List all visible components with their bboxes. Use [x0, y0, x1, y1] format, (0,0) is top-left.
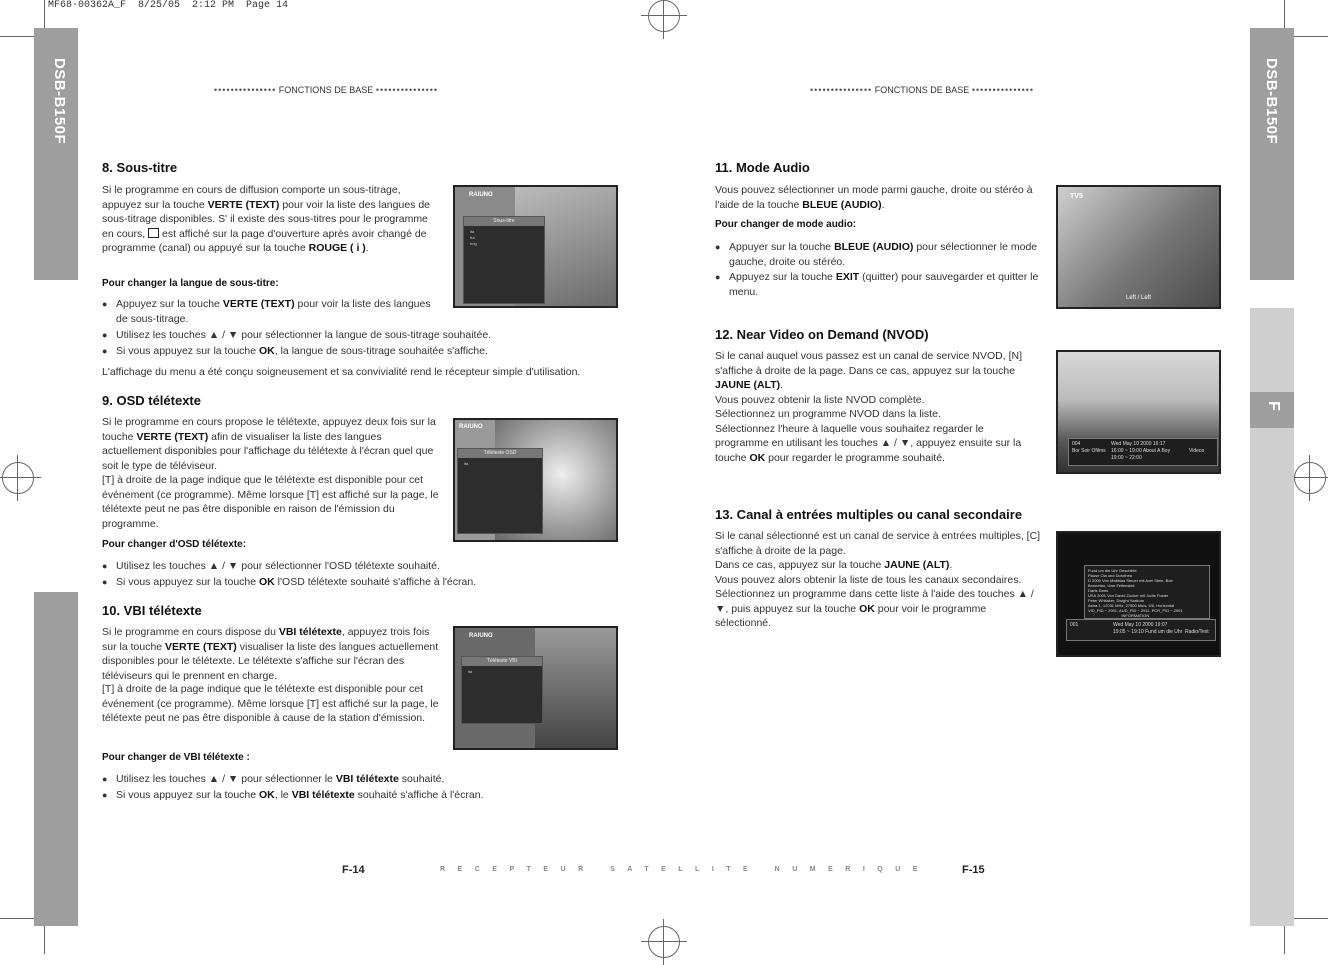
page-number-right: F-15 [962, 864, 985, 876]
osd-teletext-menu: Télétexte OSD ita [457, 448, 543, 534]
page-number-left: F-14 [342, 864, 365, 876]
model-label-left: DSB-B150F [51, 58, 68, 145]
subchannel-list: Fund um die Uhr Geschikte Pause Ola und Dorothea D 2000 Von Matthias Steuer mit Axel Stein, Bob Bonnefau, Uwe Fellensiek Darts Darts USA 2001 Von David Zucker mit Jodie Foster Peter Whitaker, Dwight Yoakum Astra 1, 12031 MHz, 27500 Ms/s, 5/6, Horizontal VID_PID ~ 2901, AUD_PID ~ 2911, PCR_PID ~ 2901 INFORMATION [1084, 565, 1210, 619]
crop-mark [0, 918, 36, 919]
section-tab-letter: F [1265, 401, 1282, 411]
osd-note: [T] à droite de la page indique que le télétexte est disponible pour cet événement (ce programme). Même lorsque [T] est affiché sur la page, le télétexte peut ne pas être disponible en raison de l'émission du programme. [102, 474, 439, 530]
page-header-left: ••••••••••••••• FONCTIONS DE BASE ••••••••••••••• [214, 85, 439, 95]
menu-note: L'affichage du menu a été conçu soigneusement et sa convivialité rend le récepteur simple d'utilisation. [102, 366, 581, 378]
bullet-item: ● Si vous appuyez sur la touche OK, la langue de sous-titrage souhaitée s'affiche. [102, 344, 656, 359]
registration-mark [2, 462, 34, 494]
tv-picture [535, 628, 616, 748]
bullet-item: ● Utilisez les touches ▲ / ▼ pour sélectionner le VBI télétexte souhaité. [102, 772, 656, 787]
osd-intro: Si le programme en cours propose le télétexte, appuyez deux fois sur la touche VERTE (TEXT) afin de visualiser la liste des langues actuellement disponibles pour l'affichage du télétexte à l'écran quel que soit le type de téléviseur. [102, 416, 436, 472]
audio-intro: Vous pouvez sélectionner un mode parmi gauche, droite ou stéréo à l'aide de la touche BLEUE (AUDIO). [715, 184, 1033, 211]
screenshot-osd-teletext [453, 418, 618, 542]
multifeed-intro: Si le canal sélectionné est un canal de service à entrées multiples, [C] s'affiche à droite de la page. Dans ce cas, appuyez sur la touche JAUNE (ALT). Vous pouvez alors obtenir la liste de tous les canaux secondaires. Sélectionnez un programme dans cette liste à l'aide des touches ▲ / ▼, puis appuyez sur la touche OK pour voir le programme sélectionné. [715, 530, 1041, 629]
model-label-right: DSB-B150F [1263, 58, 1280, 145]
subheading: Pour changer de VBI télétexte : [102, 752, 250, 763]
section-title-vbi-teletext: 10. VBI télétexte [102, 603, 202, 618]
subheading: Pour changer d'OSD télétexte: [102, 539, 247, 550]
screenshot-multifeed [1056, 531, 1221, 657]
section-title-multifeed: 13. Canal à entrées multiples ou canal secondaire [715, 507, 1023, 522]
nvod-intro: Si le canal auquel vous passez est un canal de service NVOD, [N] s'affiche à droite de la page. Dans ce cas, appuyez sur la touche JAUNE (ALT). Vous pouvez obtenir la liste NVOD complète. Sélectionnez un programme NVOD dans la liste. Sélectionnez l'heure à laquelle vous souhaitez regarder le programme en utilisant les touches ▲ / ▼, appuyez ensuite sur la touche OK pour regarder le programme souhaité. [715, 350, 1022, 464]
subheading: Pour changer la langue de sous-titre: [102, 278, 279, 289]
bullet-item: ● Utilisez les touches ▲ / ▼ pour sélectionner l'OSD télétexte souhaité. [102, 559, 656, 574]
crop-mark [1292, 36, 1328, 37]
screenshot-subtitles [453, 185, 618, 308]
subtitle-menu: Sous-titre ita fra eng [463, 216, 545, 304]
registration-mark [648, 926, 680, 958]
channel-logo: TV5 [1070, 193, 1083, 200]
tv-picture [1058, 187, 1219, 307]
bullet-item: ● Appuyer sur la touche BLEUE (AUDIO) pour sélectionner le mode gauche, droite ou stéréo. [715, 240, 1049, 269]
bullet-item: ● Si vous appuyez sur la touche OK l'OSD télétexte souhaité s'affiche à l'écran. [102, 575, 656, 590]
audio-mode-caption: Left / Left [1125, 295, 1152, 301]
bullet-item: ● Appuyez sur la touche VERTE (TEXT) pour voir la liste des langues de sous-titrage. [102, 297, 436, 326]
header-title: FONCTIONS DE BASE [874, 85, 970, 95]
screenshot-audio-mode [1056, 185, 1221, 309]
screenshot-nvod [1056, 350, 1221, 474]
screenshot-vbi-teletext [453, 626, 618, 750]
channel-logo: RAIUNO [469, 633, 493, 639]
header-title: FONCTIONS DE BASE [278, 85, 374, 95]
section-title-subtitles: 8. Sous-titre [102, 160, 178, 175]
print-header: MF68-00362A_F 8/25/05 2:12 PM Page 14 [48, 0, 289, 11]
section-title-osd-teletext: 9. OSD télétexte [102, 393, 201, 408]
nvod-info-banner: 004 Bor Soir Ofilms Wed May 10 2000 16:17 16:00 ~ 19:00 About A Boy 19:00 ~ 22:00 Videos [1068, 438, 1218, 466]
subtitle-intro: Si le programme en cours de diffusion comporte un sous-titrage, appuyez sur la touche VERTE (TEXT) pour voir la liste des langues de sous-titrage disponibles. S' il existe des sous-titres pour le programme en cours, est affiché sur la page d'ouverture après avoir changé de programme (canal) ou appuyé sur la touche ROUGE ( i ). [102, 184, 431, 254]
subheading: Pour changer de mode audio: [715, 219, 857, 230]
crop-mark [1292, 918, 1328, 919]
section-title-nvod: 12. Near Video on Demand (NVOD) [715, 327, 929, 342]
channel-logo: RAIUNO [459, 424, 483, 430]
multifeed-info-banner: 001 Wed May 10 2000 19:07 19:05 ~ 19:10 Fund um die Uhr Radio/Text [1066, 619, 1216, 641]
vbi-intro: Si le programme en cours dispose du VBI télétexte, appuyez trois fois sur la touche VERTE (TEXT) visualiser la liste des langues actuellement disponibles pour le télétexte. Le télétexte s'affiche sur l'écran des téléviseurs qui le prennent en charge. [102, 626, 439, 682]
section-title-audio-mode: 11. Mode Audio [715, 160, 810, 175]
page-header-right: ••••••••••••••• FONCTIONS DE BASE ••••••••••••••• [810, 85, 1035, 95]
vbi-note: [T] à droite de la page indique que le télétexte est disponible pour cet événement (ce programme). Même lorsque [T] est affiché sur la page, le télétexte peut ne pas être disponible à cause de la station d'émission. [102, 683, 439, 724]
vbi-teletext-menu: Télétexte VBI ita [461, 656, 543, 724]
side-tab-left-bottom [34, 592, 78, 926]
channel-logo: RAIUNO [469, 192, 493, 198]
registration-mark [648, 0, 680, 32]
bullet-item: ● Si vous appuyez sur la touche OK, le VBI télétexte souhaité s'affiche à l'écran. [102, 788, 656, 803]
subtitle-icon [148, 228, 159, 238]
crop-mark [0, 36, 36, 37]
bullet-item: ● Appuyez sur la touche EXIT (quitter) pour sauvegarder et quitter le menu. [715, 270, 1049, 299]
footer-title: RECEPTEUR SATELLITE NUMERIQUE [440, 866, 930, 873]
registration-mark [1294, 462, 1326, 494]
bullet-item: ● Utilisez les touches ▲ / ▼ pour sélectionner la langue de sous-titrage souhaitée. [102, 328, 656, 343]
